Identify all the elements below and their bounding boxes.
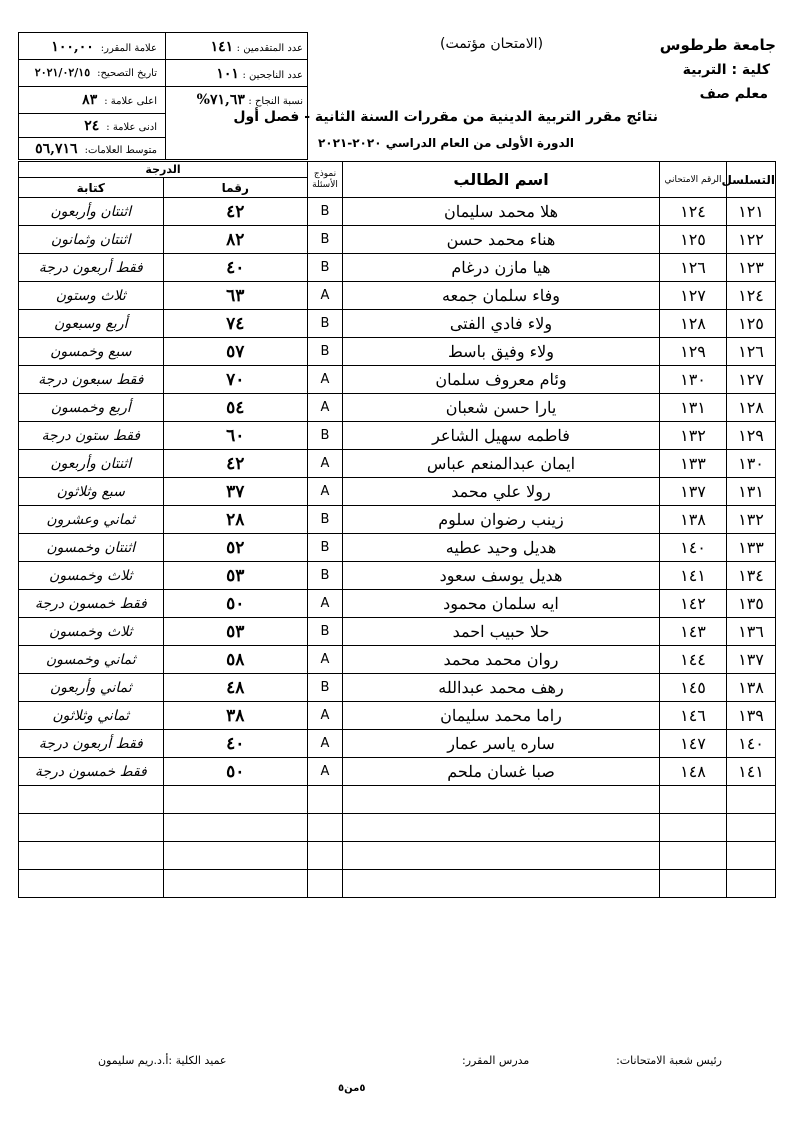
cell-exam-no: ١٢٥: [660, 226, 727, 254]
cell-grade-written: فقط خمسون درجة: [19, 590, 164, 618]
header-exam-no: الرقم الامتحاني: [660, 162, 727, 198]
passed-value: ١٠١: [216, 66, 239, 82]
results-table: [18, 161, 776, 898]
cell-student-name: ولاء وفيق باسط: [343, 338, 660, 366]
table-row: [19, 366, 776, 394]
cell-student-name: صبا غسان ملحم: [343, 758, 660, 786]
cell-grade-numeric: ٧٠: [163, 366, 308, 394]
cell-exam-no: ١٣٣: [660, 450, 727, 478]
cell-grade-numeric: ٦٠: [163, 422, 308, 450]
cell-student-name: ايمان عبدالمنعم عباس: [343, 450, 660, 478]
cell-seq: ١٢٥: [727, 310, 776, 338]
cell-question-model: B: [308, 674, 343, 702]
cell-question-model: B: [308, 506, 343, 534]
applicants-label: عدد المتقدمين :: [236, 43, 303, 54]
cell-grade-numeric: ٥٤: [163, 394, 308, 422]
cell-question-model: B: [308, 198, 343, 226]
cell-grade-numeric: ٤٢: [163, 450, 308, 478]
header-student-name: اسم الطالب: [343, 162, 660, 198]
header-grade: الدرجة: [19, 162, 308, 178]
cell-student-name: وفاء سلمان جمعه: [343, 282, 660, 310]
exam-office-head: رئيس شعبة الامتحانات:: [616, 1054, 722, 1067]
cell-grade-numeric: ٥٣: [163, 618, 308, 646]
cell-question-model: A: [308, 590, 343, 618]
empty-cell: [727, 786, 776, 814]
table-row: [19, 338, 776, 366]
cell-grade-numeric: ٤٢: [163, 198, 308, 226]
cell-grade-written: ثماني وأربعون: [19, 674, 164, 702]
cell-question-model: A: [308, 758, 343, 786]
dean-signature: عميد الكلية :أ.د.ريم سليمون: [98, 1054, 227, 1067]
cell-grade-written: فقط ستون درجة: [19, 422, 164, 450]
cell-seq: ١٢٩: [727, 422, 776, 450]
cell-question-model: A: [308, 366, 343, 394]
cell-exam-no: ١٣٠: [660, 366, 727, 394]
cell-grade-numeric: ٥٢: [163, 534, 308, 562]
cell-student-name: ايه سلمان محمود: [343, 590, 660, 618]
cell-grade-numeric: ٧٤: [163, 310, 308, 338]
empty-cell: [343, 814, 660, 842]
university-name: جامعة طرطوس: [659, 36, 776, 54]
average-value: ٥٦,٧١٦: [35, 141, 78, 157]
empty-cell: [19, 842, 164, 870]
empty-cell: [308, 842, 343, 870]
cell-student-name: يارا حسن شعبان: [343, 394, 660, 422]
empty-cell: [163, 814, 308, 842]
cell-grade-numeric: ٥٠: [163, 758, 308, 786]
cell-question-model: A: [308, 282, 343, 310]
cell-question-model: B: [308, 310, 343, 338]
cell-exam-no: ١٢٨: [660, 310, 727, 338]
table-row: [19, 646, 776, 674]
cell-student-name: هديل وحيد عطيه: [343, 534, 660, 562]
passed-label: عدد الناجحين :: [242, 70, 303, 81]
empty-cell: [343, 842, 660, 870]
cell-grade-written: فقط سبعون درجة: [19, 366, 164, 394]
cell-student-name: هديل يوسف سعود: [343, 562, 660, 590]
program-name: معلم صف: [699, 86, 768, 102]
cell-student-name: هيا مازن درغام: [343, 254, 660, 282]
course-mark-value: ١٠٠,٠٠: [51, 39, 94, 55]
cell-student-name: حلا حبيب احمد: [343, 618, 660, 646]
cell-seq: ١٣٦: [727, 618, 776, 646]
empty-cell: [343, 786, 660, 814]
cell-question-model: B: [308, 226, 343, 254]
cell-student-name: رولا علي محمد: [343, 478, 660, 506]
cell-student-name: هناء محمد حسن: [343, 226, 660, 254]
cell-grade-numeric: ٥٨: [163, 646, 308, 674]
empty-row: [19, 814, 776, 842]
empty-cell: [19, 814, 164, 842]
table-row: [19, 198, 776, 226]
academic-session: الدورة الأولى من العام الدراسي ٢٠٢٠-٢٠٢١: [317, 136, 574, 150]
page-number: ٥من٥: [338, 1083, 366, 1094]
cell-student-name: ولاء فادي الفتى: [343, 310, 660, 338]
cell-grade-written: فقط أربعون درجة: [19, 730, 164, 758]
cell-grade-written: أربع وسبعون: [19, 310, 164, 338]
table-row: [19, 590, 776, 618]
table-row: [19, 534, 776, 562]
cell-grade-written: ثماني وعشرون: [19, 506, 164, 534]
cell-seq: ١٢١: [727, 198, 776, 226]
table-row: [19, 394, 776, 422]
table-row: [19, 562, 776, 590]
correction-date-label: تاريخ التصحيح:: [97, 68, 157, 79]
cell-grade-numeric: ٥٧: [163, 338, 308, 366]
cell-seq: ١٣١: [727, 478, 776, 506]
cell-question-model: A: [308, 646, 343, 674]
lowest-label: ادنى علامة :: [106, 122, 157, 133]
cell-seq: ١٣٢: [727, 506, 776, 534]
cell-exam-no: ١٣١: [660, 394, 727, 422]
cell-exam-no: ١٤٤: [660, 646, 727, 674]
cell-exam-no: ١٣٨: [660, 506, 727, 534]
cell-grade-numeric: ٤٠: [163, 254, 308, 282]
table-row: [19, 226, 776, 254]
table-row: [19, 674, 776, 702]
cell-grade-numeric: ٣٧: [163, 478, 308, 506]
table-row: [19, 730, 776, 758]
applicants-value: ١٤١: [210, 39, 234, 55]
cell-seq: ١٢٧: [727, 366, 776, 394]
cell-seq: ١٣٠: [727, 450, 776, 478]
cell-grade-written: سبع وثلاثون: [19, 478, 164, 506]
cell-grade-numeric: ٨٢: [163, 226, 308, 254]
average-label: متوسط العلامات:: [84, 145, 157, 156]
cell-question-model: B: [308, 422, 343, 450]
cell-question-model: B: [308, 534, 343, 562]
cell-exam-no: ١٤١: [660, 562, 727, 590]
cell-question-model: B: [308, 338, 343, 366]
cell-student-name: هلا محمد سليمان: [343, 198, 660, 226]
cell-seq: ١٢٢: [727, 226, 776, 254]
table-row: [19, 506, 776, 534]
header-grade-written: كتابة: [19, 178, 164, 198]
cell-grade-numeric: ٥٠: [163, 590, 308, 618]
cell-question-model: A: [308, 730, 343, 758]
cell-exam-no: ١٤٨: [660, 758, 727, 786]
cell-exam-no: ١٤٧: [660, 730, 727, 758]
cell-student-name: ساره ياسر عمار: [343, 730, 660, 758]
empty-row: [19, 870, 776, 898]
cell-seq: ١٢٨: [727, 394, 776, 422]
cell-student-name: وئام معروف سلمان: [343, 366, 660, 394]
cell-grade-written: ثماني وثلاثون: [19, 702, 164, 730]
highest-value: ٨٣: [82, 92, 98, 108]
empty-cell: [308, 814, 343, 842]
cell-student-name: زينب رضوان سلوم: [343, 506, 660, 534]
faculty-name: كلية : التربية: [682, 62, 770, 78]
cell-grade-written: ثماني وخمسون: [19, 646, 164, 674]
table-row: [19, 310, 776, 338]
cell-grade-written: ثلاث وخمسون: [19, 618, 164, 646]
empty-cell: [308, 870, 343, 898]
cell-seq: ١٣٤: [727, 562, 776, 590]
table-row: [19, 450, 776, 478]
table-row: [19, 758, 776, 786]
exam-status: (الامتحان مؤتمت): [440, 36, 544, 52]
empty-cell: [343, 870, 660, 898]
course-teacher: مدرس المقرر:: [462, 1054, 530, 1067]
table-row: [19, 282, 776, 310]
cell-question-model: A: [308, 450, 343, 478]
cell-seq: ١٣٩: [727, 702, 776, 730]
cell-exam-no: ١٢٩: [660, 338, 727, 366]
cell-seq: ١٢٦: [727, 338, 776, 366]
cell-seq: ١٤١: [727, 758, 776, 786]
header-seq: التسلسل: [727, 162, 776, 198]
empty-cell: [660, 842, 727, 870]
cell-exam-no: ١٢٧: [660, 282, 727, 310]
stats-box: [18, 32, 308, 160]
empty-cell: [19, 870, 164, 898]
cell-exam-no: ١٤٢: [660, 590, 727, 618]
cell-exam-no: ١٤٦: [660, 702, 727, 730]
cell-seq: ١٣٣: [727, 534, 776, 562]
cell-grade-numeric: ٤٠: [163, 730, 308, 758]
cell-exam-no: ١٤٠: [660, 534, 727, 562]
cell-question-model: B: [308, 254, 343, 282]
cell-grade-written: فقط خمسون درجة: [19, 758, 164, 786]
pass-rate-label: نسبة النجاح :: [248, 96, 303, 107]
empty-row: [19, 842, 776, 870]
cell-exam-no: ١٢٤: [660, 198, 727, 226]
empty-cell: [660, 814, 727, 842]
cell-seq: ١٤٠: [727, 730, 776, 758]
table-row: [19, 618, 776, 646]
cell-exam-no: ١٢٦: [660, 254, 727, 282]
empty-cell: [660, 870, 727, 898]
results-body: [19, 198, 776, 898]
table-row: [19, 702, 776, 730]
cell-exam-no: ١٤٥: [660, 674, 727, 702]
cell-grade-numeric: ٥٣: [163, 562, 308, 590]
correction-date-value: ٢٠٢١/٠٢/١٥: [34, 66, 91, 79]
cell-grade-written: فقط أربعون درجة: [19, 254, 164, 282]
empty-cell: [19, 786, 164, 814]
document-title: نتائج مقرر التربية الدينية من مقررات السنة الثانية - فصل أول: [233, 109, 658, 125]
cell-grade-written: سبع وخمسون: [19, 338, 164, 366]
cell-grade-numeric: ٦٣: [163, 282, 308, 310]
cell-student-name: رهف محمد عبدالله: [343, 674, 660, 702]
table-row: [19, 254, 776, 282]
cell-grade-written: أربع وخمسون: [19, 394, 164, 422]
cell-grade-numeric: ٤٨: [163, 674, 308, 702]
empty-cell: [163, 786, 308, 814]
cell-question-model: B: [308, 618, 343, 646]
cell-grade-written: اثنتان وخمسون: [19, 534, 164, 562]
cell-grade-written: اثنتان وأربعون: [19, 198, 164, 226]
header-grade-numeric: رقما: [163, 178, 308, 198]
cell-student-name: راما محمد سليمان: [343, 702, 660, 730]
cell-question-model: A: [308, 394, 343, 422]
cell-grade-written: اثنتان وثمانون: [19, 226, 164, 254]
cell-seq: ١٣٧: [727, 646, 776, 674]
empty-cell: [163, 842, 308, 870]
cell-exam-no: ١٣٢: [660, 422, 727, 450]
lowest-value: ٢٤: [84, 118, 100, 134]
empty-cell: [660, 786, 727, 814]
empty-cell: [727, 842, 776, 870]
pass-rate-value: ٧١,٦٣%: [196, 92, 245, 108]
cell-student-name: روان محمد محمد: [343, 646, 660, 674]
table-row: [19, 478, 776, 506]
cell-exam-no: ١٤٣: [660, 618, 727, 646]
header-question-model: نموذج الأسئلة: [308, 162, 343, 198]
cell-question-model: A: [308, 702, 343, 730]
cell-seq: ١٢٣: [727, 254, 776, 282]
cell-grade-numeric: ٣٨: [163, 702, 308, 730]
cell-grade-written: ثلاث وخمسون: [19, 562, 164, 590]
cell-grade-numeric: ٢٨: [163, 506, 308, 534]
highest-label: اعلى علامة :: [104, 96, 157, 107]
empty-row: [19, 786, 776, 814]
course-mark-label: علامة المقرر:: [100, 43, 157, 54]
empty-cell: [308, 786, 343, 814]
empty-cell: [727, 870, 776, 898]
cell-question-model: B: [308, 562, 343, 590]
cell-question-model: A: [308, 478, 343, 506]
empty-cell: [727, 814, 776, 842]
cell-seq: ١٢٤: [727, 282, 776, 310]
empty-cell: [163, 870, 308, 898]
cell-student-name: فاطمه سهيل الشاعر: [343, 422, 660, 450]
cell-grade-written: ثلاث وستون: [19, 282, 164, 310]
cell-seq: ١٣٥: [727, 590, 776, 618]
cell-seq: ١٣٨: [727, 674, 776, 702]
cell-grade-written: اثنتان وأربعون: [19, 450, 164, 478]
cell-exam-no: ١٣٧: [660, 478, 727, 506]
table-row: [19, 422, 776, 450]
